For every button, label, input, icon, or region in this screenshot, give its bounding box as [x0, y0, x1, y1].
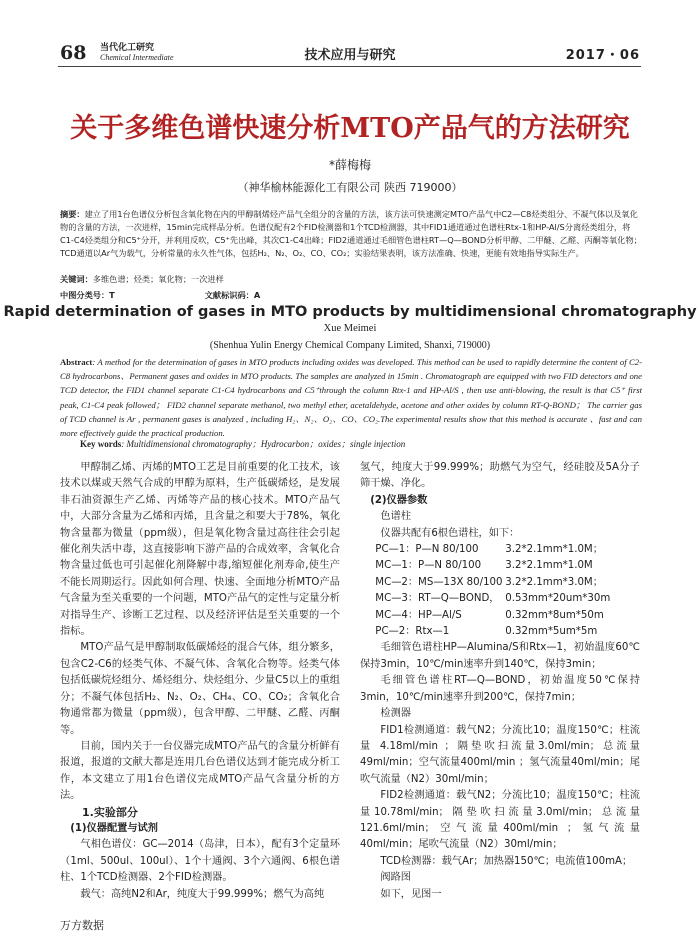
abstract-cn — [60, 208, 642, 260]
keywords-label: 关键词： — [60, 274, 93, 284]
column-name: MC—3：RT—Q—BOND， — [375, 593, 500, 605]
keywords-en-text: : Multidimensional chromatography；Hydrocarbon；oxides；single injection — [121, 439, 406, 449]
abstract-label: 摘要： — [60, 209, 85, 219]
label-detectors: 检测器 — [380, 708, 411, 720]
column-name: PC—1：P—N 80/100 — [375, 544, 479, 556]
abstract-en-text: : A method for the determination of gases in MTO products including oxides was developed. This method can be used to rapidly determine the content of C2-C8 hydrocarbons、Permanent gases and oxides in MTO products. The samples are analyzed in 15min . Chromatograph are equipped with two FID detectors and one TCD detector, the FID1 channel separate C1-C4 hydrocarbons and C5⁺through the column Rtx-1 and HP-Al/S , then use anti-blowing, the result is that C5⁺ first peak, C1-C4 peak followed； FID2 channel separate methanol, two methyl ether, acetaldehyde, acetone and other oxides by column RT-Q-BOND； The carrier gas of TCD channel is Ar , permanent gases is analyzed , including H₂、N₂、O₂、CO、CO₂.The experimental results show that this method is accurate 、fast and can more effectively guide the practical production. — [60, 357, 642, 439]
label-valve: 阀路图 — [380, 872, 411, 884]
column-spec — [360, 558, 640, 574]
abstract-text: 建立了用1台色谱仪分析包含氧化物在内的甲醇制烯烃产品气全组分的含量的方法，该方法可快速测定MTO产品气中C2—C8烃类组分、不凝气体以及氧化物的含量的方法，一次进样，15min完成样品分析。色谱仪配有2个FID检测器和1个TCD检测器，其中FID1通道通过色谱柱Rtx-1和HP-Al/S分离烃类组分，将C1-C4烃类组分和C5⁺分开，并利用反吹，C5⁺先出峰，其次C1-C4出峰；FID2通道通过毛细管色谱柱RT—Q—BOND分析甲醇、二甲醚、乙醛、丙酮等氧化物；TCD通道以Ar气为载气，分析常量的永久性气体，包括H₂、N₂、O₂、CO、CO₂；实验结果表明，该方法准确、快速，更能有效地指导实际生产。 — [60, 209, 642, 258]
section-heading: 1.实验部分 — [82, 805, 138, 819]
paragraph: FID1检测通道：载气N2；分流比10；温度150℃；柱流量 4.18ml/min ；隔垫吹扫流量3.0ml/min；总流量49ml/min；空气流量400ml/min ；氢气流量40ml/min；尾吹气流量（N2）30ml/min； — [360, 724, 640, 785]
column-size: 0.53mm*20um*30m — [505, 593, 611, 605]
english-author: Xue Meimei — [323, 323, 377, 334]
columns-intro: 仪器共配有6根色谱柱，如下： — [380, 527, 520, 539]
column-spec — [360, 591, 640, 607]
english-title: Rapid determination of gases in MTO products by multidimensional chromatography — [3, 304, 697, 320]
paragraph: 毛细管色谱柱HP—Alumina/S和Rtx—1，初始温度60℃保持3min，10℃/min速率升到140℃，保持3min； — [360, 642, 640, 670]
section-title: 技术应用与研究 — [304, 48, 396, 63]
paragraph: 载气：高纯N2和Ar，纯度大于99.999%；燃气为高纯 — [80, 888, 325, 900]
page-number: 68 — [60, 42, 87, 64]
author: *薛梅梅 — [328, 158, 371, 172]
paragraph: 甲醇制乙烯、丙烯的MTO工艺是目前重要的化工技术，该技术以煤或天然气合成的甲醇为原料，生产低碳烯烃，是发展非石油资源生产乙烯、丙烯等产品的核心技术。MTO产品气中，大部分含量为乙烯和丙烯，且含量之和要大于78%，氧化物含量都为微量（ppm级），但是氧化物含量过高往往会引起催化剂失活中毒，这直接影响下游产品的合成效率，含氧化合物含量过低也可引起催化剂降解中毒,缩短催化剂寿命,使生产不能长周期运行。因此如何合理、快速、全面地分析MTO产品气含量为至关重要的一个问题，MTO产品气的定性与定量分析对指导生产、诊断工艺过程、以及经济评估是至关重要的一个指标。 — [60, 462, 340, 638]
issue-number: 2017・06 — [565, 48, 640, 63]
body-left-column — [60, 460, 340, 903]
column-spec — [360, 608, 640, 624]
column-size: 0.32mm*8um*50m — [505, 609, 604, 621]
paragraph: MTO产品气是甲醇制取低碳烯烃的混合气体，组分繁多，包含C2-C6的烃类气体、不凝气体、含氧化合物等。烃类气体包括低碳烷烃组分、烯烃组分、炔烃组分、少量C5以上的重组分；不凝气体包括H₂、N₂、O₂、CH₄、CO、CO₂；含氧化合物通常都为微量（ppm级），包含甲醇、二甲醚、乙醛、丙酮等。 — [60, 642, 340, 736]
cls-number: 中图分类号：T — [60, 290, 115, 300]
column-size: 3.2*2.1mm*3.0M； — [505, 576, 603, 588]
journal-name-en: Chemical Intermediate — [100, 53, 174, 62]
english-affiliation: (Shenhua Yulin Energy Chemical Company Limited, Shanxi, 719000) — [209, 340, 491, 351]
abstract-en — [60, 355, 642, 440]
keywords-en — [80, 437, 640, 450]
keywords-en-label: Key words — [80, 439, 122, 449]
column-name: MC—4：HP—Al/S — [375, 609, 462, 621]
journal-name-cn: 当代化工研究 — [100, 43, 155, 53]
paragraph: TCD检测器：载气Ar；加热器150℃；电流值100mA； — [380, 855, 633, 867]
affiliation: （神华榆林能源化工有限公司 陕西 719000） — [237, 181, 463, 194]
column-spec — [360, 575, 640, 591]
label-columns: 色谱柱 — [380, 511, 411, 523]
body-right-column — [360, 460, 640, 903]
keywords-cn — [60, 274, 642, 285]
figure-ref: 如下，见图一 — [380, 888, 442, 900]
paragraph: 气相色谱仪：GC—2014（岛津，日本），配有3个定量环（1ml、500ul、100ul）、1个十通阀、3个六通阀、6根色谱柱、1个TCD检测器、2个FID检测器。 — [60, 839, 340, 884]
subsection-heading: (1)仪器配置与试剂 — [70, 822, 158, 834]
paragraph: 毛细管色谱柱RT—Q—BOND，初始温度50℃保持3min，10℃/min速率升到200℃，保持7min； — [360, 675, 640, 703]
column-name: MC—2：MS—13X 80/100 — [375, 576, 503, 588]
column-spec — [360, 624, 640, 640]
column-size: 0.32mm*5um*5m — [505, 626, 598, 638]
column-size: 3.2*2.1mm*1.0M — [505, 560, 593, 572]
column-spec — [360, 542, 640, 558]
column-size: 3.2*2.1mm*1.0M； — [505, 544, 603, 556]
footer-watermark: 万方数据 — [60, 919, 104, 932]
column-name: MC—1：P—N 80/100 — [375, 560, 482, 572]
paper-title: 关于多维色谱快速分析MTO产品气的方法研究 — [70, 113, 630, 144]
paragraph: 氢气，纯度大于99.999%；助燃气为空气，经硅胶及5A分子筛干燥、净化。 — [360, 462, 640, 490]
column-name: PC—2：Rtx—1 — [375, 626, 450, 638]
paragraph: 目前，国内关于一台仪器完成MTO产品气的含量分析鲜有报道，报道的文献大都是连用几台色谱仪达到才能完成分析工作，本文建立了用1台色谱仪完成MTO产品气含量分析的方法。 — [60, 740, 340, 802]
abstract-en-label: Abstract — [60, 357, 93, 367]
keywords-text: 多维色谱；烃类；氧化物；一次进样 — [92, 274, 224, 284]
subsection-heading: (2)仪器参数 — [370, 494, 428, 506]
paragraph: FID2检测通道：载气N2；分流比10；温度150℃；柱流量10.78ml/min；隔垫吹扫流量3.0ml/min；总流量121.6ml/min；空气流量400ml/min ；氢气流量40ml/min；尾吹气流量（N2）30ml/min； — [360, 790, 640, 851]
classification — [60, 290, 642, 301]
header-divider — [58, 66, 641, 67]
doc-code: 文献标识码：A — [204, 290, 261, 300]
